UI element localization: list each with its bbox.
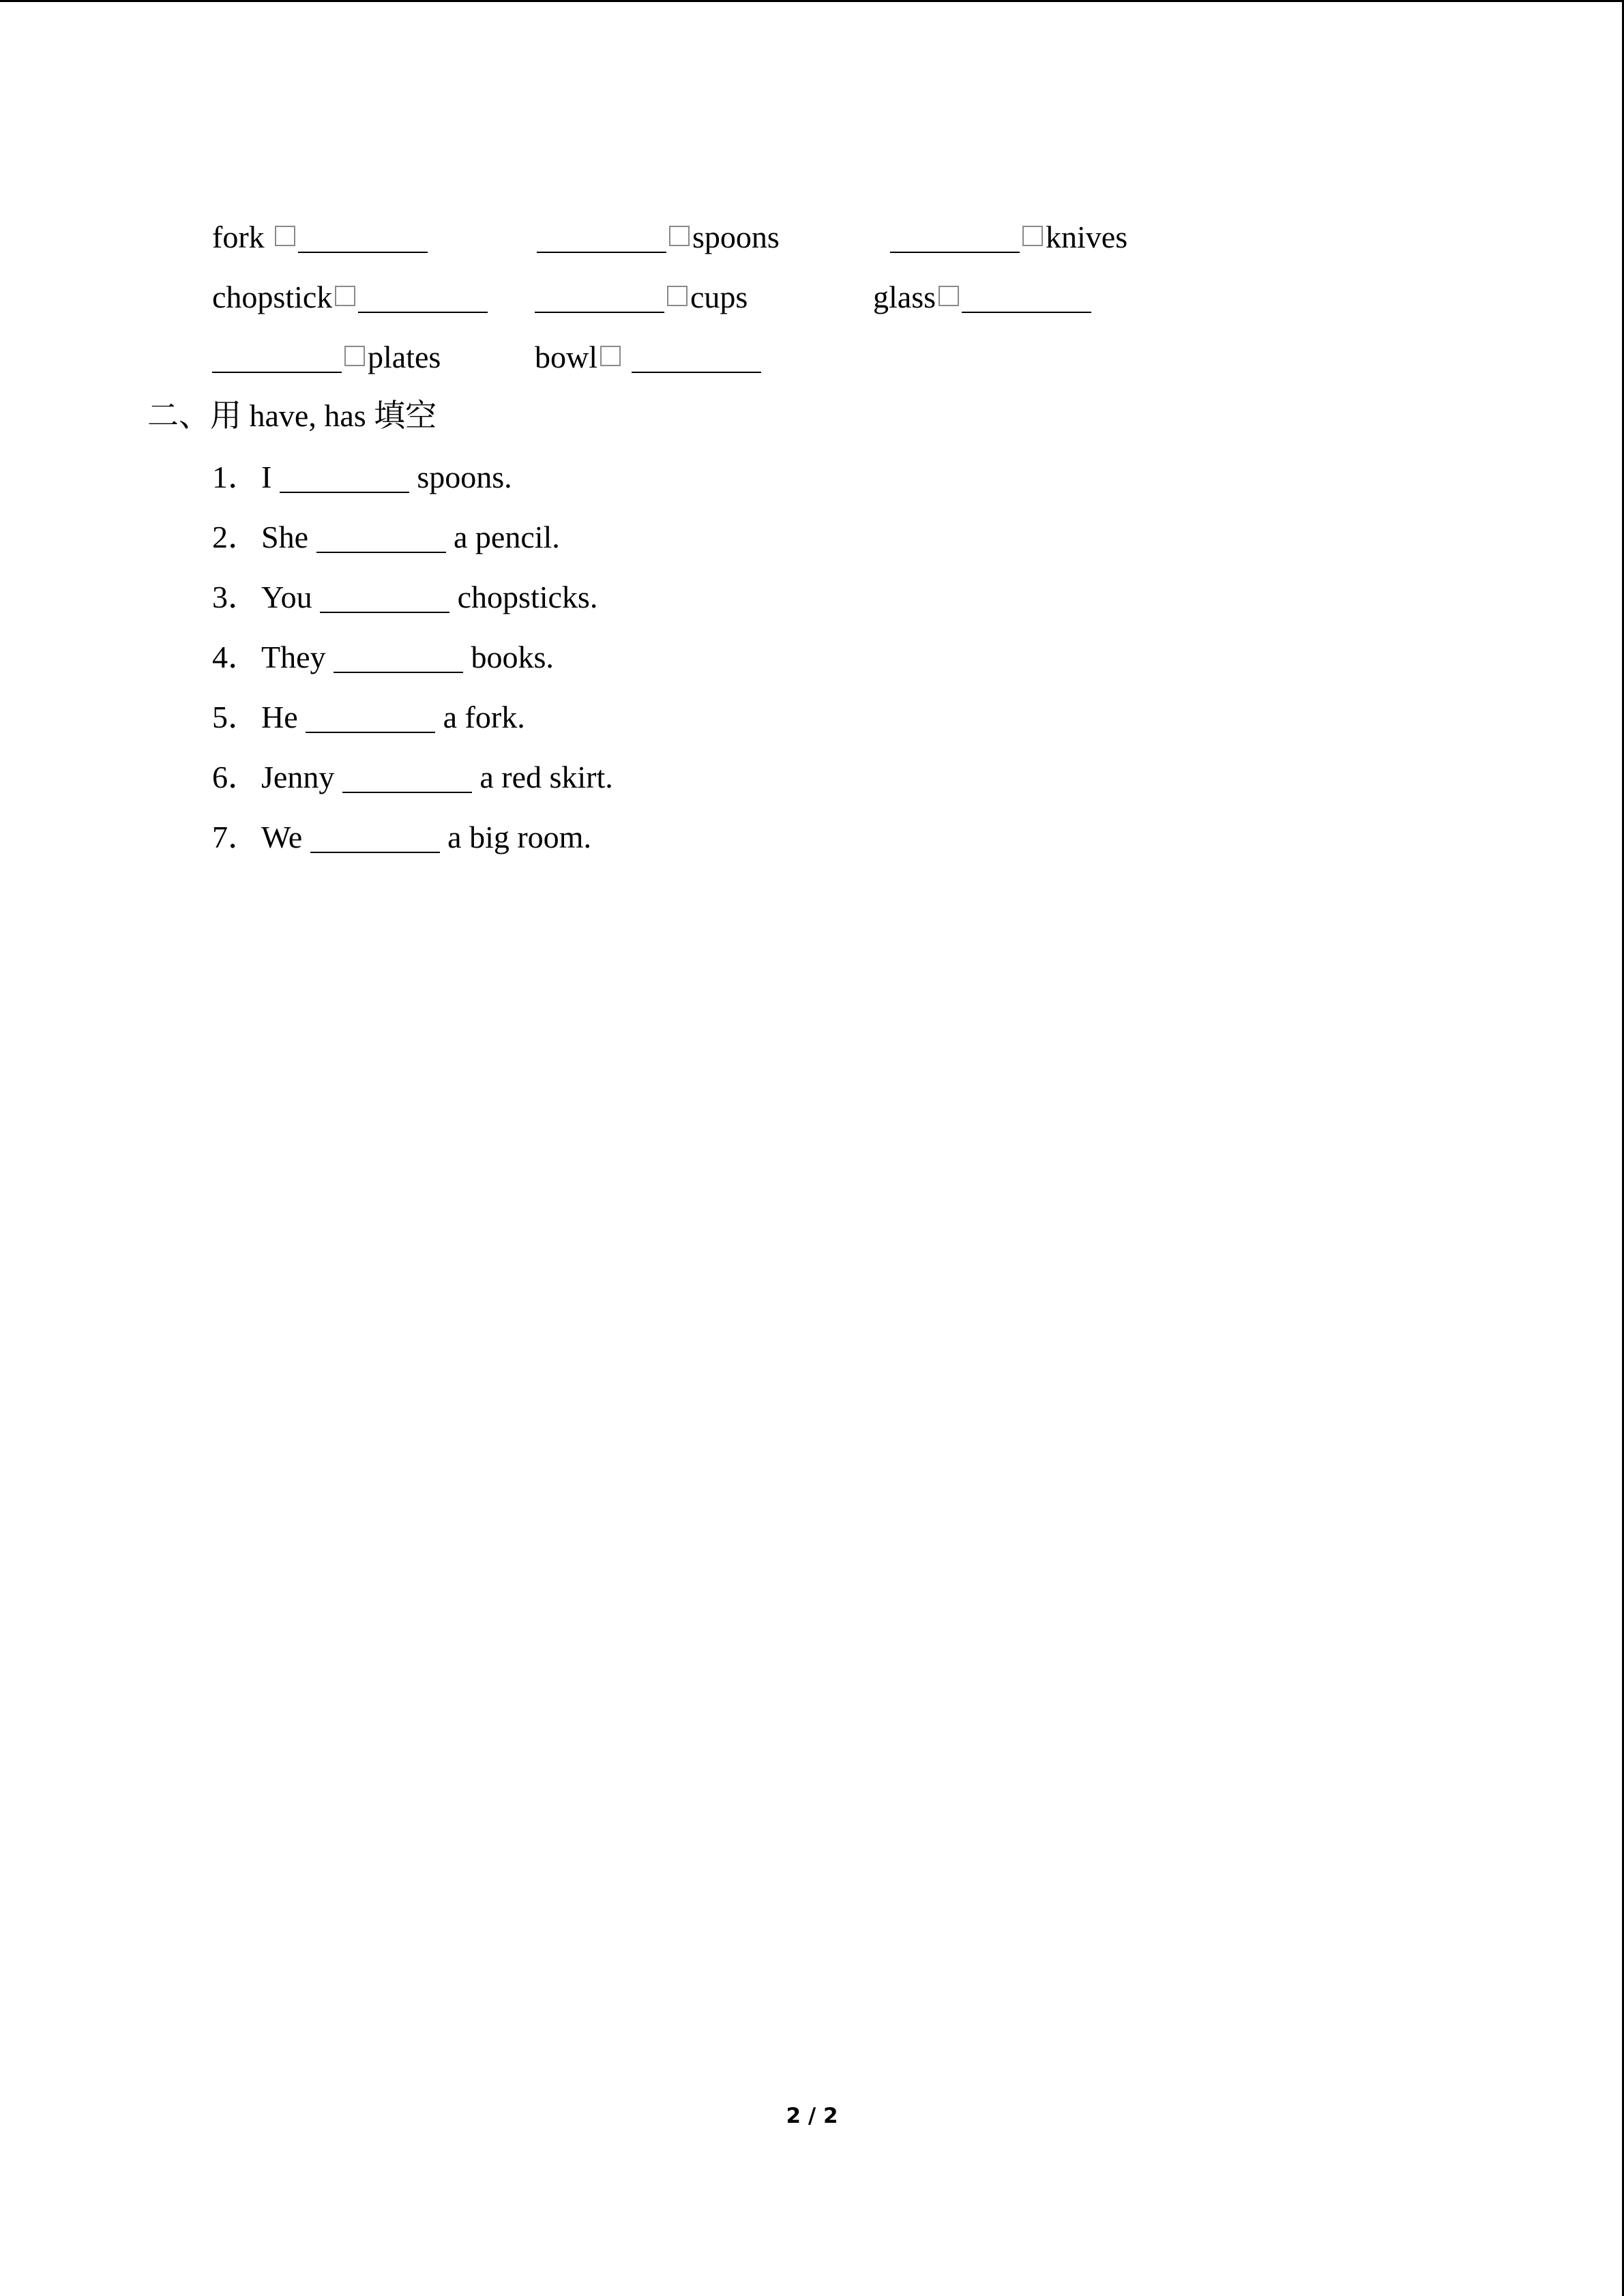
checkbox-icon	[600, 346, 621, 366]
sentence-subject: I	[261, 460, 272, 494]
sentence-number: 3．	[212, 580, 259, 614]
sentence-rest: books.	[471, 640, 554, 674]
sentence-item	[212, 457, 512, 498]
sentence-subject: You	[261, 580, 312, 614]
answer-blank[interactable]	[342, 764, 472, 793]
sentence-number: 7．	[212, 820, 259, 854]
sentence-rest: spoons.	[417, 460, 512, 494]
word-item-spoons	[537, 217, 780, 258]
answer-blank[interactable]	[298, 224, 428, 253]
word-item-bowl	[535, 337, 761, 378]
answer-blank[interactable]	[280, 464, 409, 493]
sentence-item	[212, 817, 591, 858]
word-item-knives	[890, 217, 1127, 258]
word-label: chopstick	[212, 280, 333, 314]
checkbox-icon	[344, 346, 365, 366]
sentence-item	[212, 637, 554, 678]
answer-blank[interactable]	[320, 584, 449, 613]
section-heading: 二、用 have, has 填空	[147, 398, 437, 433]
word-label: knives	[1046, 220, 1128, 254]
word-item-plates	[212, 337, 441, 378]
sentence-rest: a pencil.	[454, 520, 560, 554]
sentence-rest: a big room.	[447, 820, 591, 854]
sentence-subject: They	[261, 640, 326, 674]
answer-blank[interactable]	[316, 524, 446, 553]
checkbox-icon	[275, 226, 295, 246]
sentence-number: 1．	[212, 460, 259, 494]
sentence-number: 5．	[212, 700, 259, 734]
sentence-item	[212, 577, 597, 618]
answer-blank[interactable]	[535, 284, 664, 313]
answer-blank[interactable]	[212, 344, 342, 373]
word-item-fork	[212, 217, 428, 258]
sentence-item	[212, 757, 613, 798]
word-label: cups	[690, 280, 748, 314]
sentence-number: 2．	[212, 520, 259, 554]
word-item-glass	[873, 277, 1091, 318]
answer-blank[interactable]	[632, 344, 761, 373]
word-item-chopstick	[212, 277, 488, 318]
sentence-rest: chopsticks.	[457, 580, 598, 614]
answer-blank[interactable]	[890, 224, 1020, 253]
word-label: spoons	[692, 220, 780, 254]
answer-blank[interactable]	[962, 284, 1091, 313]
answer-blank[interactable]	[334, 644, 463, 673]
checkbox-icon	[939, 286, 959, 306]
checkbox-icon	[667, 286, 688, 306]
sentence-number: 4．	[212, 640, 259, 674]
word-label: plates	[368, 340, 441, 374]
answer-blank[interactable]	[358, 284, 488, 313]
page-number: 2 / 2	[786, 2104, 838, 2128]
page-top-border	[0, 0, 1624, 2]
sentence-rest: a fork.	[443, 700, 525, 734]
word-label: bowl	[535, 340, 597, 374]
answer-blank[interactable]	[310, 824, 440, 853]
sentence-rest: a red skirt.	[479, 760, 613, 794]
checkbox-icon	[1022, 226, 1043, 246]
word-label: fork	[212, 220, 265, 254]
sentence-item	[212, 697, 525, 738]
checkbox-icon	[335, 286, 355, 306]
sentence-subject: She	[261, 520, 308, 554]
sentence-item	[212, 517, 560, 558]
sentence-subject: We	[261, 820, 303, 854]
answer-blank[interactable]	[537, 224, 666, 253]
word-label: glass	[873, 280, 936, 314]
sentence-subject: He	[261, 700, 298, 734]
word-item-cups	[535, 277, 748, 318]
sentence-number: 6．	[212, 760, 259, 794]
answer-blank[interactable]	[306, 704, 435, 733]
checkbox-icon	[669, 226, 690, 246]
sentence-subject: Jenny	[261, 760, 335, 794]
